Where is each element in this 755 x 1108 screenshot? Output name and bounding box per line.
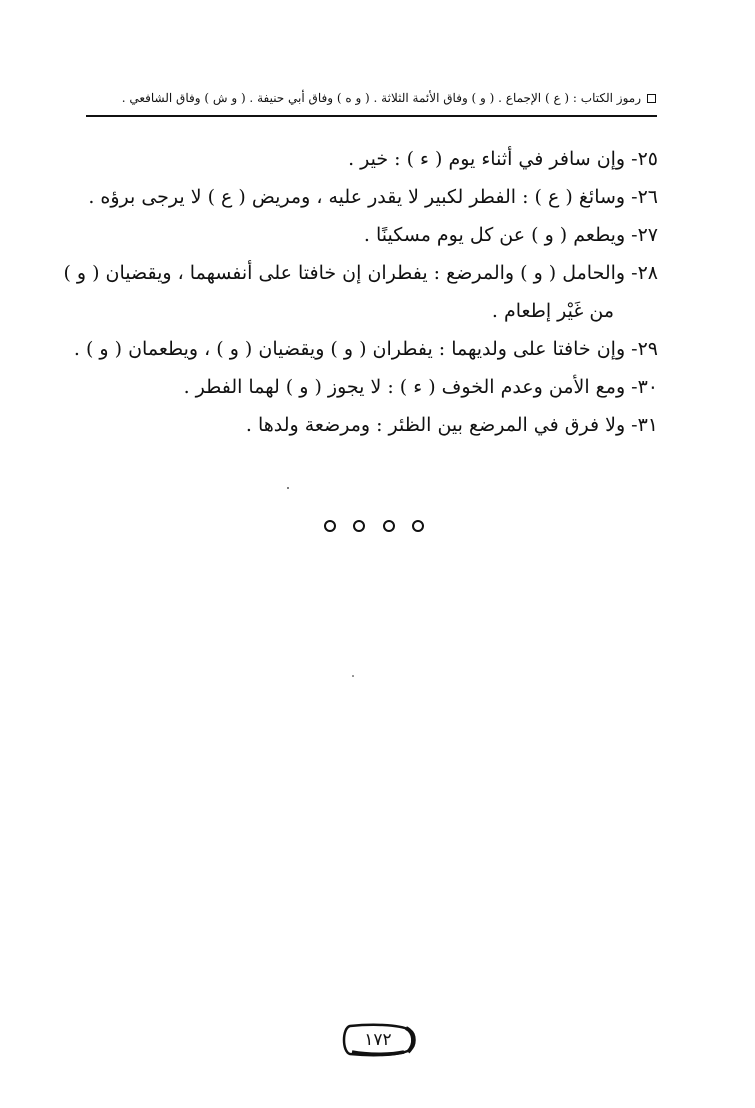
- entry-line: ٢٧- ويطعم ( و ) عن كل يوم مسكينًا .: [363, 224, 658, 246]
- page-number-badge: [340, 1022, 416, 1058]
- header-rule: [86, 115, 657, 117]
- section-end-ornament: [324, 516, 424, 536]
- entry-30: [80, 368, 658, 406]
- circle-ornament-icon: [412, 520, 424, 532]
- entry-line: ٢٩- وإن خافتا على ولديهما : يفطران ( و ) ويقضيان ( و ) ، ويطعمان ( و ) .: [73, 338, 658, 360]
- circle-ornament-icon: [324, 520, 336, 532]
- page-header: [86, 86, 656, 110]
- entry-25: [80, 140, 658, 178]
- entry-26: [80, 178, 658, 216]
- page-number: ١٧٢: [364, 1030, 392, 1050]
- header-legend-text: رموز الكتاب : ( ع ) الإجماع . ( و ) وفاق الأئمة الثلاثة . ( و ه ) وفاق أبي حنيفة . ( و ش ) وفاق الشافعي .: [121, 91, 641, 105]
- entry-line: ٣١- ولا فرق في المرضع بين الظئر : ومرضعة ولدها .: [245, 414, 658, 436]
- circle-ornament-icon: [383, 520, 395, 532]
- scan-speck: [352, 675, 354, 677]
- entry-31: [80, 406, 658, 444]
- square-bullet-icon: [647, 94, 656, 103]
- entry-line: ٢٥- وإن سافر في أثناء يوم ( ء ) : خير .: [348, 148, 658, 170]
- entry-line: ٢٨- والحامل ( و ) والمرضع : يفطران إن خافتا على أنفسهما ، ويقضيان ( و ): [63, 262, 658, 284]
- scan-speck: [287, 487, 289, 489]
- entry-28: [63, 254, 658, 330]
- entry-27: [80, 216, 658, 254]
- entry-line-continuation: من غَيْر إطعام .: [491, 300, 614, 322]
- entry-29: [73, 330, 658, 368]
- entry-line: ٣٠- ومع الأمن وعدم الخوف ( ء ) : لا يجوز ( و ) لهما الفطر .: [183, 376, 658, 398]
- entry-line: ٢٦- وسائغ ( ع ) : الفطر لكبير لا يقدر عليه ، ومريض ( ع ) لا يرجى برؤه .: [88, 186, 658, 208]
- circle-ornament-icon: [353, 520, 365, 532]
- main-text: [63, 140, 658, 444]
